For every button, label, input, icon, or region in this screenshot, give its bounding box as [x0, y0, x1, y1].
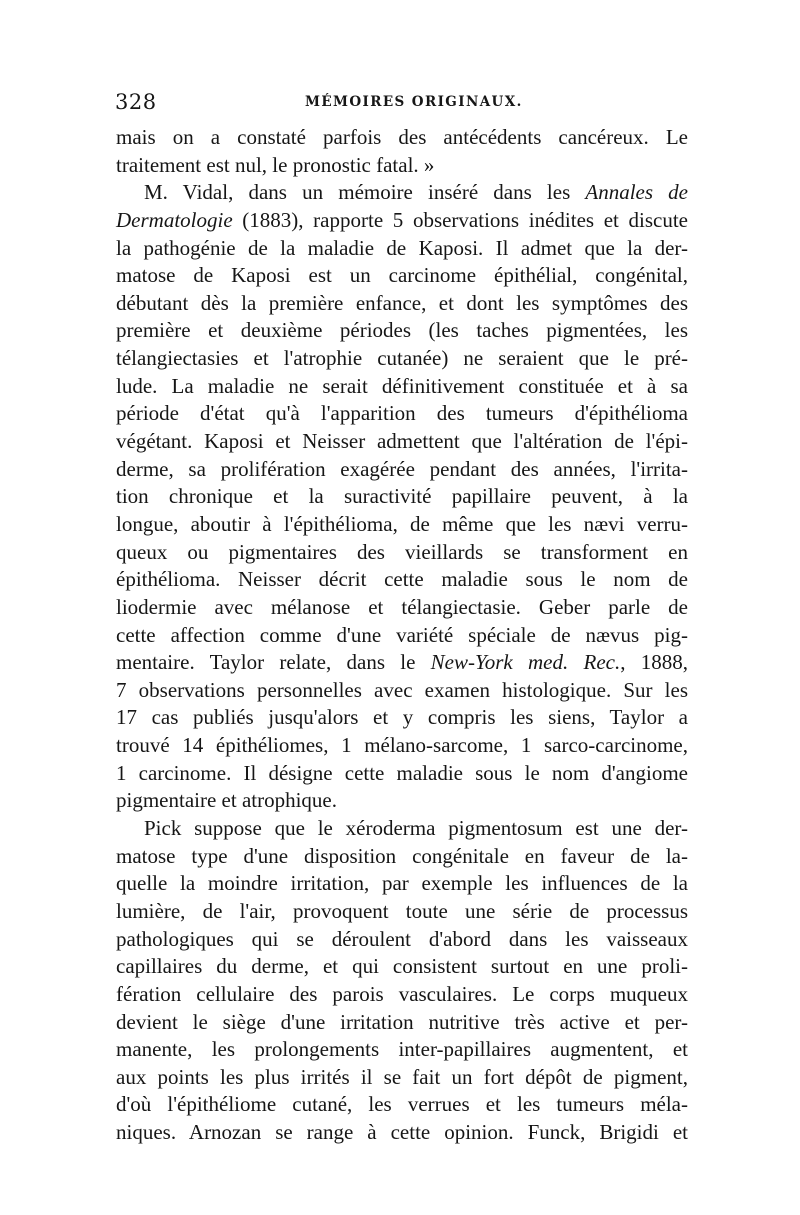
text-line: quelle la moindre irritation, par exemple les influences de la [116, 871, 688, 896]
text-line: matose de Kaposi est un carcinome épithélial, congénital, [116, 263, 688, 288]
text-line: queux ou pigmentaires des vieillards se transforment en [116, 539, 688, 564]
text-line: épithélioma. Neisser décrit cette maladie sous le nom de [116, 567, 688, 592]
text-line: Dermatologie (1883), rapporte 5 observations inédites et discute [116, 207, 688, 232]
text-line: niques. Arnozan se range à cette opinion. Funck, Brigidi et [116, 1120, 688, 1145]
text-line: matose type d'une disposition congénitale en faveur de la- [116, 843, 688, 868]
running-head [115, 90, 685, 120]
text-line: capillaires du derme, et qui consistent surtout en une proli- [116, 954, 688, 979]
italic-title: Dermatologie [116, 207, 233, 232]
body-text [116, 124, 688, 1147]
running-title: MÉMOIRES ORIGINAUX. [305, 94, 523, 110]
text-line: végétant. Kaposi et Neisser admettent que l'altération de l'épi- [116, 429, 688, 454]
text-line: période d'état qu'à l'apparition des tumeurs d'épithélioma [116, 401, 688, 426]
text-line: 1 carcinome. Il désigne cette maladie sous le nom d'angiome [116, 760, 688, 785]
text-line: aux points les plus irrités il se fait un fort dépôt de pigment, [116, 1064, 688, 1089]
text-line: devient le siège d'une irritation nutritive très active et per- [116, 1009, 688, 1034]
text-line: liodermie avec mélanose et télangiectasie. Geber parle de [116, 594, 688, 619]
text-line: traitement est nul, le pronostic fatal. » [116, 152, 435, 177]
text-line: mentaire. Taylor relate, dans le New-York med. Rec., 1888, [116, 650, 688, 675]
text-line: lude. La maladie ne serait définitivement constituée et à sa [116, 373, 688, 398]
page-number: 328 [115, 90, 157, 114]
text-line: cette affection comme d'une variété spéciale de nævus pig- [116, 622, 688, 647]
text-line: débutant dès la première enfance, et dont les symptômes des [116, 290, 688, 315]
text-line: derme, sa prolifération exagérée pendant des années, l'irrita- [116, 456, 688, 481]
text-line: M. Vidal, dans un mémoire inséré dans les Annales de [144, 180, 689, 205]
text-line: mais on a constaté parfois des antécédents cancéreux. Le [116, 125, 688, 149]
text-line: lumière, de l'air, provoquent toute une série de processus [116, 898, 688, 923]
text-line: longue, aboutir à l'épithélioma, de même que les nævi verru- [116, 511, 688, 536]
text-line: 17 cas publiés jusqu'alors et y compris les siens, Taylor a [116, 705, 688, 730]
text-line: 7 observations personnelles avec examen histologique. Sur les [116, 677, 688, 702]
text-line: tion chronique et la suractivité papillaire peuvent, à la [116, 484, 688, 509]
text-line: fération cellulaire des parois vasculaires. Le corps muqueux [116, 981, 688, 1006]
text-line: trouvé 14 épithéliomes, 1 mélano-sarcome, 1 sarco-carcinome, [116, 733, 688, 758]
text-line: manente, les prolongements inter-papillaires augmentent, et [116, 1037, 688, 1062]
text-line: pathologiques qui se déroulent d'abord dans les vaisseaux [116, 926, 688, 951]
text-line: pigmentaire et atrophique. [116, 788, 338, 813]
text-line: la pathogénie de la maladie de Kaposi. Il admet que la der- [116, 235, 688, 260]
italic-title: Annales de [585, 180, 689, 205]
text-line: première et deuxième périodes (les taches pigmentées, les [116, 318, 688, 343]
text-line: Pick suppose que le xéroderma pigmentosum est une der- [144, 816, 688, 841]
italic-title: New-York med. Rec. [430, 650, 621, 675]
text-line: d'où l'épithéliome cutané, les verrues et les tumeurs méla- [116, 1092, 688, 1117]
text-line: télangiectasies et l'atrophie cutanée) ne seraient que le pré- [116, 346, 688, 371]
